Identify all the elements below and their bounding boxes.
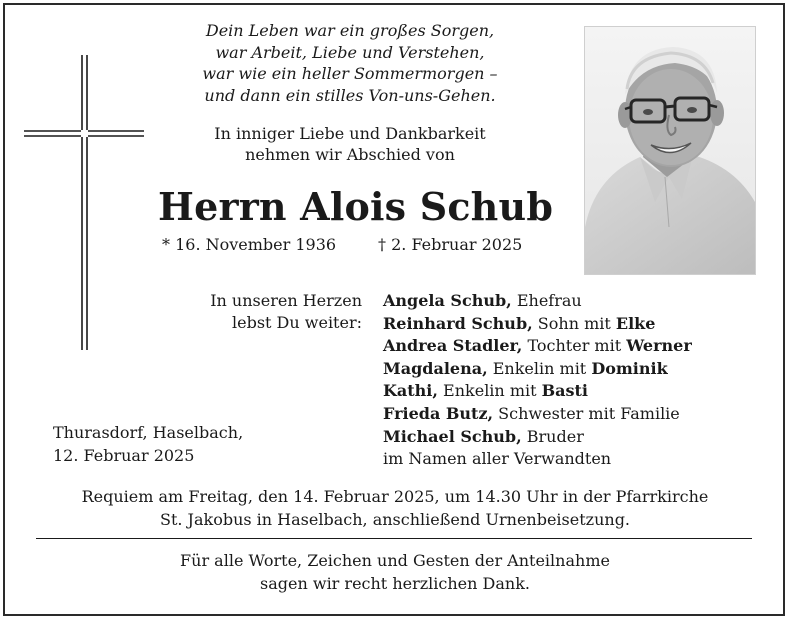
mourners-label <box>160 290 362 334</box>
place-line: Thurasdorf, Haselbach, <box>53 423 244 442</box>
portrait-illustration <box>585 27 755 274</box>
date-line: 12. Februar 2025 <box>53 445 195 465</box>
poem-line: und dann ein stilles Von-uns-Gehen. <box>204 85 496 105</box>
deceased-name: Herrn Alois Schub <box>158 184 554 229</box>
mourner-entry: Reinhard Schub, Sohn mit Elke <box>383 313 656 333</box>
death-date: † 2. Februar 2025 <box>378 235 523 254</box>
mourner-entry: Angela Schub, Ehefrau <box>383 291 582 310</box>
requiem-line: Requiem am Freitag, den 14. Februar 2025, um 14.30 Uhr in der Pfarrkirche <box>81 487 709 506</box>
requiem-notice <box>20 485 770 531</box>
cross-icon <box>24 55 144 350</box>
requiem-line: St. Jakobus in Haselbach, anschließend Urnenbeisetzung. <box>159 510 631 529</box>
thanks-line: Für alle Worte, Zeichen und Gesten der Anteilnahme <box>180 551 610 570</box>
mourner-entry: Magdalena, Enkelin mit Dominik <box>383 358 668 378</box>
divider <box>36 538 752 539</box>
intro-line: In inniger Liebe und Dankbarkeit <box>214 124 486 143</box>
mourner-entry: Michael Schub, Bruder <box>383 426 584 446</box>
intro-line: nehmen wir Abschied von <box>245 145 455 164</box>
thanks-line: sagen wir recht herzlichen Dank. <box>260 574 530 593</box>
mourners-label-line: lebst Du weiter: <box>232 313 362 332</box>
farewell-intro <box>150 123 550 165</box>
portrait-photo <box>584 26 756 275</box>
poem-line: war wie ein heller Sommermorgen – <box>202 64 498 83</box>
poem <box>150 20 550 106</box>
birth-date: * 16. November 1936 <box>162 235 337 254</box>
mourner-entry: Frieda Butz, Schwester mit Familie <box>383 403 680 423</box>
mourner-entry: im Namen aller Verwandten <box>383 449 612 469</box>
poem-line: Dein Leben war ein großes Sorgen, <box>205 21 495 40</box>
mourner-entry: Andrea Stadler, Tochter mit Werner <box>383 336 692 356</box>
mourners-list <box>383 290 692 471</box>
thanks-notice <box>20 549 770 595</box>
place-and-date <box>53 422 243 467</box>
mourner-entry: Kathi, Enkelin mit Basti <box>383 381 588 401</box>
mourners-label-line: In unseren Herzen <box>210 291 362 310</box>
poem-line: war Arbeit, Liebe und Verstehen, <box>215 42 485 62</box>
